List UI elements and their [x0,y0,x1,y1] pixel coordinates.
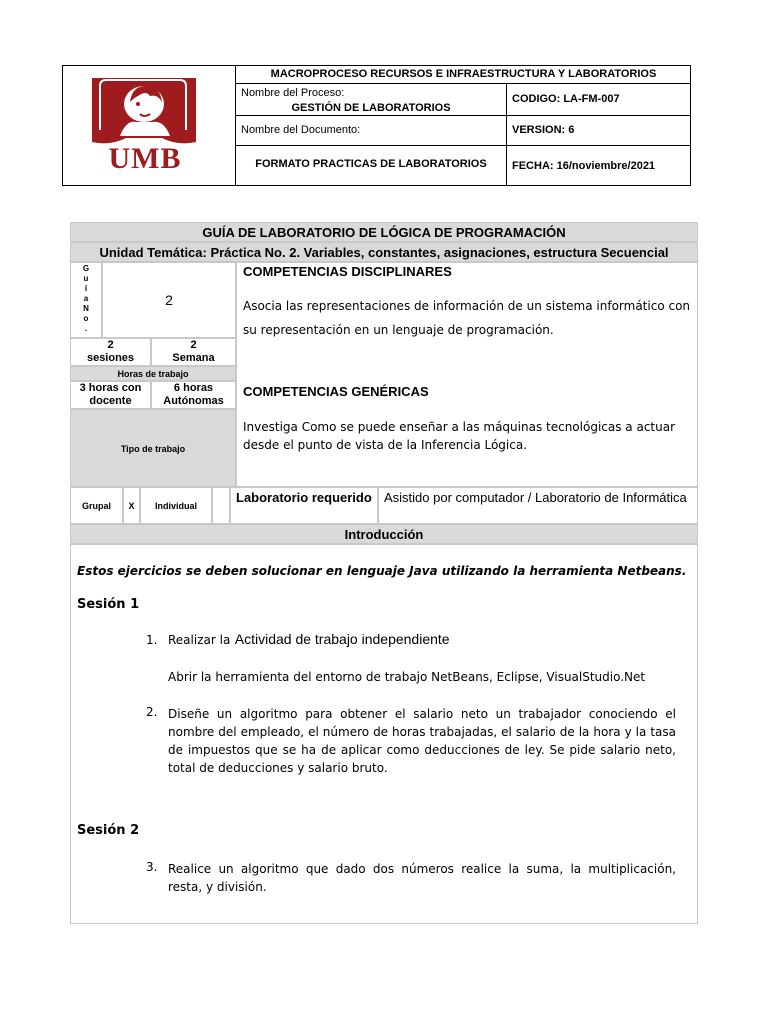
header-hline-2 [235,115,691,116]
horas-docente: 3 horas con docente [70,381,151,409]
version-value: VERSION: 6 [512,124,575,136]
codigo-value: CODIGO: LA-FM-007 [512,93,620,105]
comp-gen-text: Investiga Como se puede enseñar a las máquinas tecnológicas a actuar desde el punto de vista de la Inferencia Lógica. [243,420,676,452]
macroproceso-title: MACROPROCESO RECURSOS E INFRAESTRUCTURA Y LABORATORIOS [270,68,657,80]
item-2-num: 2. [146,705,158,719]
x-mark-cell: X [123,487,140,524]
item-1 [168,631,450,649]
item-1-rest: Actividad de trabajo independiente [234,631,450,647]
item-2-text: Diseñe un algoritmo para obtener el salario neto un trabajador conociendo el nombre del empleado, el número de horas trabajadas, el salario de la hora y la tasa de impuestos que se ha de aplicar como deducciones de ley. Se pide salario neto, total de deducciones y salario bruto. [168,707,676,775]
fecha-value: FECHA: 16/noviembre/2021 [512,160,656,172]
documento-label: Nombre del Documento: [241,124,361,136]
semana-cell: 2 Semana [151,338,236,366]
session-1-heading: Sesión 1 [77,597,140,612]
guide-title: GUÍA DE LABORATORIO DE LÓGICA DE PROGRAMACIÓN [70,222,698,242]
logo-text: UMB [108,142,182,175]
guia-no-value: 2 [102,262,236,338]
header-vline-2 [506,83,507,186]
item-3-text: Realice un algoritmo que dado dos números realice la suma, la multiplicación, resta, y división. [168,862,676,894]
intro-title: Introducción [70,524,698,544]
comp-disc-title: COMPETENCIAS DISCIPLINARES [243,264,452,279]
guia-no-label-cell: G u í a N o . [70,262,102,338]
lab-value: Asistido por computador / Laboratorio de Informática [378,487,698,524]
comp-gen-title: COMPETENCIAS GENÉRICAS [243,384,429,399]
header-hline-3 [235,145,691,146]
horas-autonomas: 6 horas Autónomas [151,381,236,409]
individual-check-cell [212,487,230,524]
item-1-prefix: Realizar la [168,633,231,647]
lab-label: Laboratorio requerido [230,487,378,524]
individual-cell: Individual [140,487,212,524]
comp-disc-line2: su representación en un lenguaje de programación. [243,323,554,337]
documento-value: FORMATO PRACTICAS DE LABORATORIOS [255,158,487,170]
intro-lead: Estos ejercicios se deben solucionar en lenguaje Java utilizando la herramienta Netbeans. [77,564,687,578]
session-2-heading: Sesión 2 [77,823,140,838]
sesiones-cell: 2 sesiones [70,338,151,366]
horas-label: Horas de trabajo [70,366,236,381]
comp-disc-line1: Asocia las representaciones de información de un sistema informático con [243,299,691,313]
item-1-sub: Abrir la herramienta del entorno de trabajo NetBeans, Eclipse, VisualStudio.Net [168,670,646,684]
unidad-tematica: Unidad Temática: Práctica No. 2. Variables, constantes, asignaciones, estructura Secuencial [70,242,698,262]
header-hline-1 [235,83,691,84]
proceso-label: Nombre del Proceso: [241,87,345,99]
item-1-num: 1. [146,633,158,647]
umb-logo [80,72,210,176]
tipo-trabajo: Tipo de trabajo [70,409,236,487]
item-3-num: 3. [146,860,158,874]
grupal-cell: Grupal [70,487,123,524]
proceso-value: GESTIÓN DE LABORATORIOS [291,102,451,114]
